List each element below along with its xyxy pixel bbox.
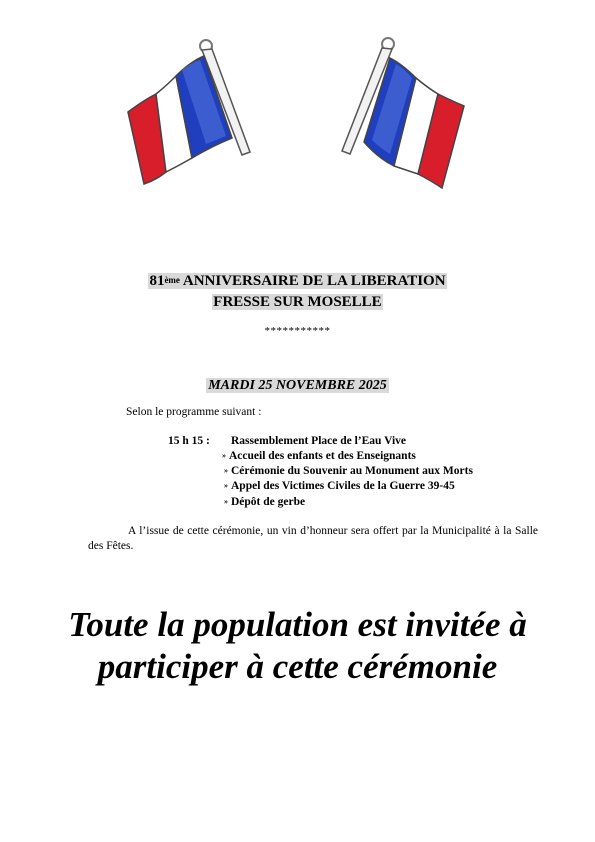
programme-intro: Selon le programme suivant : (126, 406, 262, 418)
invitation-line-1: Toute la population est invitée à (68, 605, 527, 644)
title-highlight (148, 273, 446, 289)
french-flag-icon (126, 34, 256, 194)
separator: *********** (264, 325, 331, 337)
reception-paragraph (88, 524, 538, 554)
programme-item-text: Accueil des enfants et des Enseignants (229, 450, 416, 462)
title-line-2 (0, 293, 595, 311)
programme-item (222, 450, 416, 462)
bullet-icon: » (224, 497, 228, 506)
programme-item (224, 480, 455, 492)
bullet-icon: » (222, 451, 226, 460)
bullet-icon: » (224, 481, 228, 490)
reception-text: A l’issue de cette cérémonie, un vin d’honneur sera offert par la Municipalité à la Salle des Fêtes. (88, 525, 538, 552)
anniversary-number: 81 (149, 273, 165, 289)
programme-main-item: Rassemblement Place de l’Eau Vive (231, 435, 407, 447)
programme-item (224, 465, 473, 477)
event-date (0, 378, 595, 394)
anniversary-suffix: ème (164, 275, 180, 285)
french-flag-icon (338, 34, 468, 194)
programme-item-text: Appel des Victimes Civiles de la Guerre 39-45 (231, 480, 455, 492)
programme-item-text: Dépôt de gerbe (231, 496, 306, 508)
anniversary-title: ANNIVERSAIRE DE LA LIBERATION (179, 273, 446, 289)
programme-item-text: Cérémonie du Souvenir au Monument aux Morts (231, 465, 473, 477)
event-date-text: MARDI 25 NOVEMBRE 2025 (208, 378, 387, 393)
town-name: FRESSE SUR MOSELLE (213, 294, 382, 310)
title-line-1 (0, 272, 595, 290)
programme-item (224, 496, 305, 508)
invitation-line-2: participer à cette cérémonie (97, 647, 498, 686)
bullet-icon: » (224, 466, 228, 475)
programme-time: 15 h 15 : (168, 435, 210, 447)
